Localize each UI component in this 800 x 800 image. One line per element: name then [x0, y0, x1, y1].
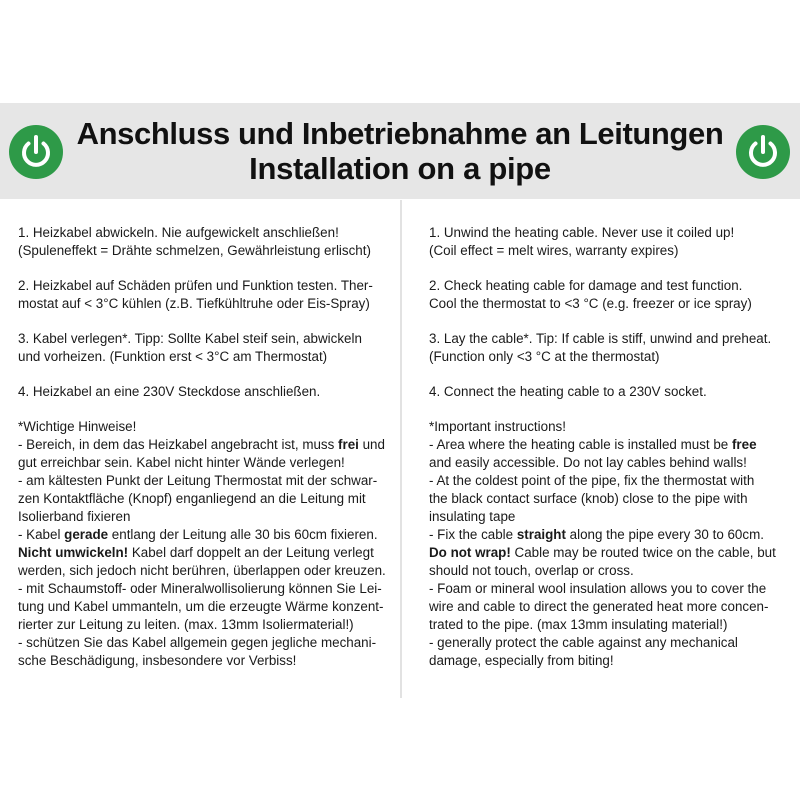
note-3-line-3: should not touch, overlap or cross.	[429, 563, 634, 578]
step-2-line-2: mostat auf < 3°C kühlen (z.B. Tiefkühltruhe oder Eis-Spray)	[18, 296, 370, 311]
step-3-line-1: 3. Kabel verlegen*. Tipp: Sollte Kabel steif sein, abwickeln	[18, 331, 362, 346]
note-2-line-2: the black contact surface (knob) close to the pipe with	[429, 491, 748, 506]
emphasis: Do not wrap!	[429, 545, 511, 560]
note-2-line-2: zen Kontaktfläche (Knopf) enganliegend an die Leitung mit	[18, 491, 366, 506]
step-1-line-1: 1. Unwind the heating cable. Never use it coiled up!	[429, 225, 735, 240]
note-5-line-1: - schützen Sie das Kabel allgemein gegen jegliche mechani-	[18, 635, 377, 650]
note-2-line-1: - am kältesten Punkt der Leitung Thermostat mit der schwar-	[18, 473, 378, 488]
note-3-line-1: - Fix the cable straight along the pipe every 30 to 60cm.	[429, 527, 764, 542]
english-instructions	[429, 224, 776, 670]
page-title-de: Anschluss und Inbetriebnahme an Leitungen	[76, 116, 724, 151]
step-2-line-2: Cool the thermostat to <3 °C (e.g. freezer or ice spray)	[429, 296, 752, 311]
step-1-line-1: 1. Heizkabel abwickeln. Nie aufgewickelt anschließen!	[18, 225, 339, 240]
emphasis: gerade	[64, 527, 109, 542]
note-3-line-3: werden, sich jedoch nicht berühren, überlappen oder kreuzen.	[18, 563, 386, 578]
step-2-line-1: 2. Heizkabel auf Schäden prüfen und Funktion testen. Ther-	[18, 278, 373, 293]
step-3-line-2: und vorheizen. (Funktion erst < 3°C am Thermostat)	[18, 349, 328, 364]
step-3-line-2: (Function only <3 °C at the thermostat)	[429, 349, 660, 364]
note-4-line-2: tung und Kabel ummanteln, um die erzeugte Wärme konzent-	[18, 599, 384, 614]
step-4: 4. Connect the heating cable to a 230V socket.	[429, 384, 707, 399]
german-instructions	[18, 224, 386, 670]
column-divider	[400, 200, 402, 698]
note-1-line-1: - Bereich, in dem das Heizkabel angebracht ist, muss frei und	[18, 437, 385, 452]
emphasis: Nicht umwickeln!	[18, 545, 129, 560]
note-5-line-2: sche Beschädigung, insbesondere vor Verbiss!	[18, 653, 297, 668]
note-1-line-2: and easily accessible. Do not lay cables behind walls!	[429, 455, 747, 470]
step-1-line-2: (Spuleneffekt = Drähte schmelzen, Gewährleistung erlischt)	[18, 243, 371, 258]
step-1-line-2: (Coil effect = melt wires, warranty expires)	[429, 243, 679, 258]
note-4-line-3: trated to the pipe. (max 13mm insulating material!)	[429, 617, 728, 632]
note-4-line-2: wire and cable to direct the generated heat more concen-	[429, 599, 769, 614]
note-4-line-1: - Foam or mineral wool insulation allows you to cover the	[429, 581, 767, 596]
note-1-line-1: - Area where the heating cable is installed must be free	[429, 437, 757, 452]
step-3-line-1: 3. Lay the cable*. Tip: If cable is stiff, unwind and preheat.	[429, 331, 772, 346]
note-1-line-2: gut erreichbar sein. Kabel nicht hinter Wände verlegen!	[18, 455, 345, 470]
note-2-line-3: Isolierband fixieren	[18, 509, 131, 524]
note-3-line-2: Do not wrap! Cable may be routed twice on the cable, but	[429, 545, 776, 560]
note-3-line-1: - Kabel gerade entlang der Leitung alle 30 bis 60cm fixieren.	[18, 527, 378, 542]
note-2-line-1: - At the coldest point of the pipe, fix the thermostat with	[429, 473, 755, 488]
step-2-line-1: 2. Check heating cable for damage and test function.	[429, 278, 743, 293]
note-4-line-3: rierter zur Leitung zu leiten. (max. 13mm Isoliermaterial!)	[18, 617, 354, 632]
emphasis: straight	[516, 527, 566, 542]
step-4: 4. Heizkabel an eine 230V Steckdose anschließen.	[18, 384, 321, 399]
note-3-line-2: Nicht umwickeln! Kabel darf doppelt an der Leitung verlegt	[18, 545, 374, 560]
notes-title: *Wichtige Hinweise!	[18, 419, 137, 434]
note-2-line-3: insulating tape	[429, 509, 516, 524]
power-icon	[736, 125, 790, 179]
header-banner	[0, 103, 800, 199]
emphasis: frei	[338, 437, 359, 452]
emphasis: free	[731, 437, 757, 452]
note-5-line-2: damage, especially from biting!	[429, 653, 614, 668]
note-4-line-1: - mit Schaumstoff- oder Mineralwollisolierung können Sie Lei-	[18, 581, 382, 596]
note-5-line-1: - generally protect the cable against any mechanical	[429, 635, 738, 650]
page-title-en: Installation on a pipe	[249, 151, 551, 186]
notes-title: *Important instructions!	[429, 419, 566, 434]
